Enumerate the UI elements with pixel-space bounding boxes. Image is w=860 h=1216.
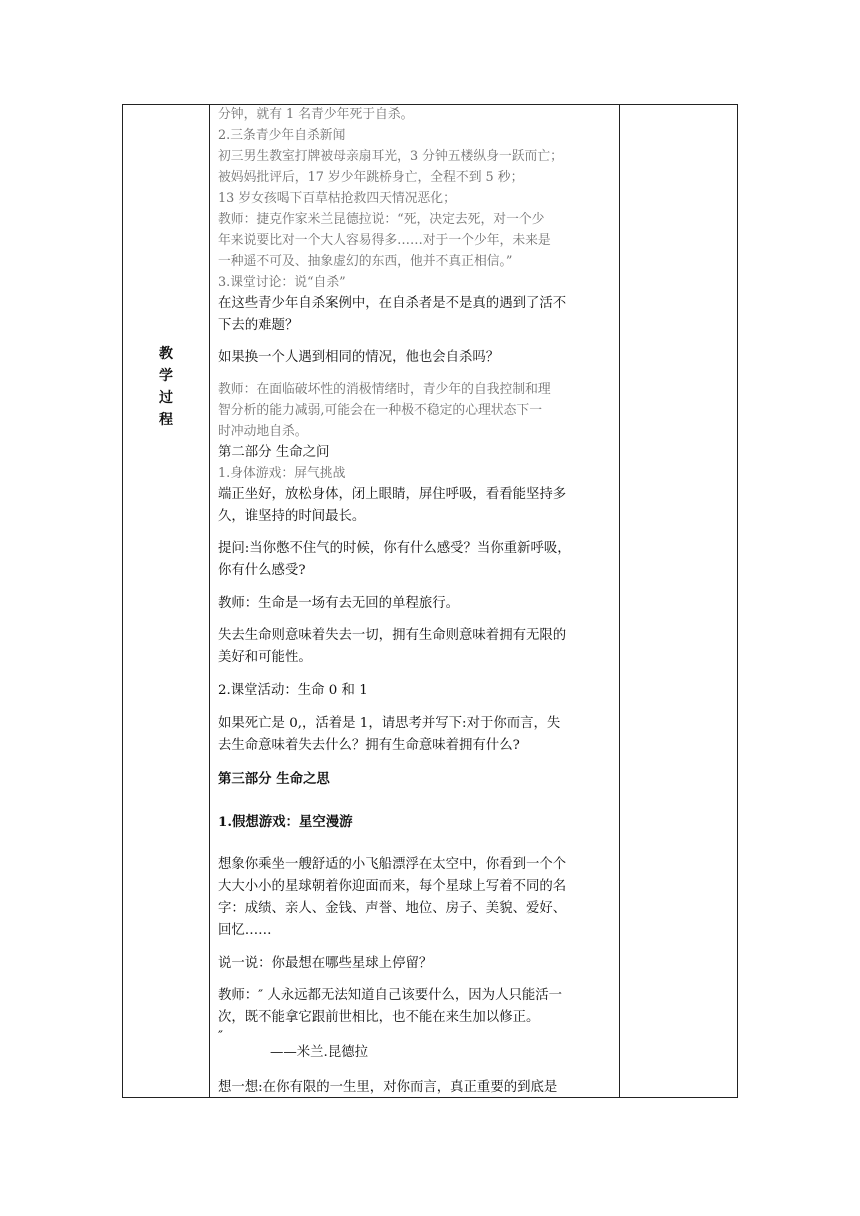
label-char: 教 <box>159 346 173 362</box>
content-line: 失去生命则意味着失去一切，拥有生命则意味着拥有无限的 <box>218 628 567 643</box>
content-line: 下去的难题？ <box>218 318 299 333</box>
content-line: 教师：″ 人永远都无法知道自己该要什么，因为人只能活一 <box>218 988 563 1003</box>
content-line: 2.三条青少年自杀新闻 <box>218 128 346 143</box>
content-line: ″ <box>218 1029 224 1044</box>
content-line: 年来说要比对一个大人容易得多……对于一个少年，未来是 <box>218 233 551 248</box>
content-line: 你有什么感受? <box>218 563 306 578</box>
content-line: 久，谁坚持的时间最长。 <box>218 509 366 524</box>
content-line: 13 岁女孩喝下百草枯抢救四天情况恶化； <box>218 191 456 206</box>
content-line: 教师：在面临破坏性的消极情绪时，青少年的自我控制和理 <box>218 382 551 397</box>
content-line: 大大小小的星球朝着你迎面而来，每个星球上写着不同的名 <box>218 879 567 894</box>
content-line: 第二部分 生命之问 <box>218 445 330 460</box>
label-char: 程 <box>159 412 173 428</box>
content-line: 说一说：你最想在哪些星球上停留？ <box>218 956 433 971</box>
content-line: 教师：捷克作家米兰昆德拉说：“死，决定去死，对一个少 <box>218 212 545 227</box>
content-line: 美好和可能性。 <box>218 650 312 665</box>
content-line: 去生命意味着失去什么？拥有生命意味着拥有什么? <box>218 738 520 753</box>
content-line: 如果换一个人遇到相同的情况，他也会自杀吗？ <box>218 350 500 365</box>
content-line: 端正坐好，放松身体，闭上眼睛，屏住呼吸，看看能坚持多 <box>218 487 567 502</box>
content-line: 时冲动地自杀。 <box>218 424 308 439</box>
content-line: 次，既不能拿它跟前世相比，也不能在来生加以修正。 <box>218 1010 540 1025</box>
content-line: 分钟，就有 1 名青少年死于自杀。 <box>218 107 414 122</box>
content-line: 智分析的能力减弱,可能会在一种极不稳定的心理状态下一 <box>218 403 542 418</box>
content-line: 1.身体游戏：屏气挑战 <box>218 466 346 481</box>
lesson-table <box>122 104 738 1098</box>
content-line: 2.课堂活动：生命 0 和 1 <box>218 683 368 698</box>
content-line: 在这些青少年自杀案例中，在自杀者是不是真的遇到了活不 <box>218 296 567 311</box>
content-line: 回忆…… <box>218 923 272 938</box>
label-char: 学 <box>159 368 173 384</box>
content-line: 想一想:在你有限的一生里，对你而言，真正重要的到底是 <box>218 1080 558 1095</box>
lesson-content-cell <box>218 105 616 1097</box>
content-line: 1.假想游戏：星空漫游 <box>218 814 353 830</box>
section-label-teaching-process <box>123 343 209 431</box>
content-line: 被妈妈批评后，17 岁少年跳桥身亡，全程不到 5 秒； <box>218 170 524 185</box>
content-line: 初三男生教室打牌被母亲扇耳光，3 分钟五楼纵身一跃而亡； <box>218 149 563 164</box>
content-line: 3.课堂讨论：说“自杀” <box>218 275 346 290</box>
content-line: 教师：生命是一场有去无回的单程旅行。 <box>218 596 460 611</box>
notes-cell <box>620 105 737 1097</box>
content-line: 如果死亡是 0,，活着是 1，请思考并写下:对于你而言，失 <box>218 716 561 731</box>
content-line: 提问:当你憋不住气的时候，你有什么感受？当你重新呼吸， <box>218 541 571 556</box>
content-line: 字：成绩、亲人、金钱、声誉、地位、房子、美貌、爱好、 <box>218 901 567 916</box>
content-line: 一种遥不可及、抽象虚幻的东西，他并不真正相信。” <box>218 254 513 269</box>
content-line: ——米兰.昆德拉 <box>270 1045 368 1060</box>
content-line: 第三部分 生命之思 <box>218 771 330 787</box>
label-char: 过 <box>159 390 173 406</box>
column-divider-left <box>209 105 210 1097</box>
content-line: 想象你乘坐一艘舒适的小飞船漂浮在太空中，你看到一个个 <box>218 857 567 872</box>
